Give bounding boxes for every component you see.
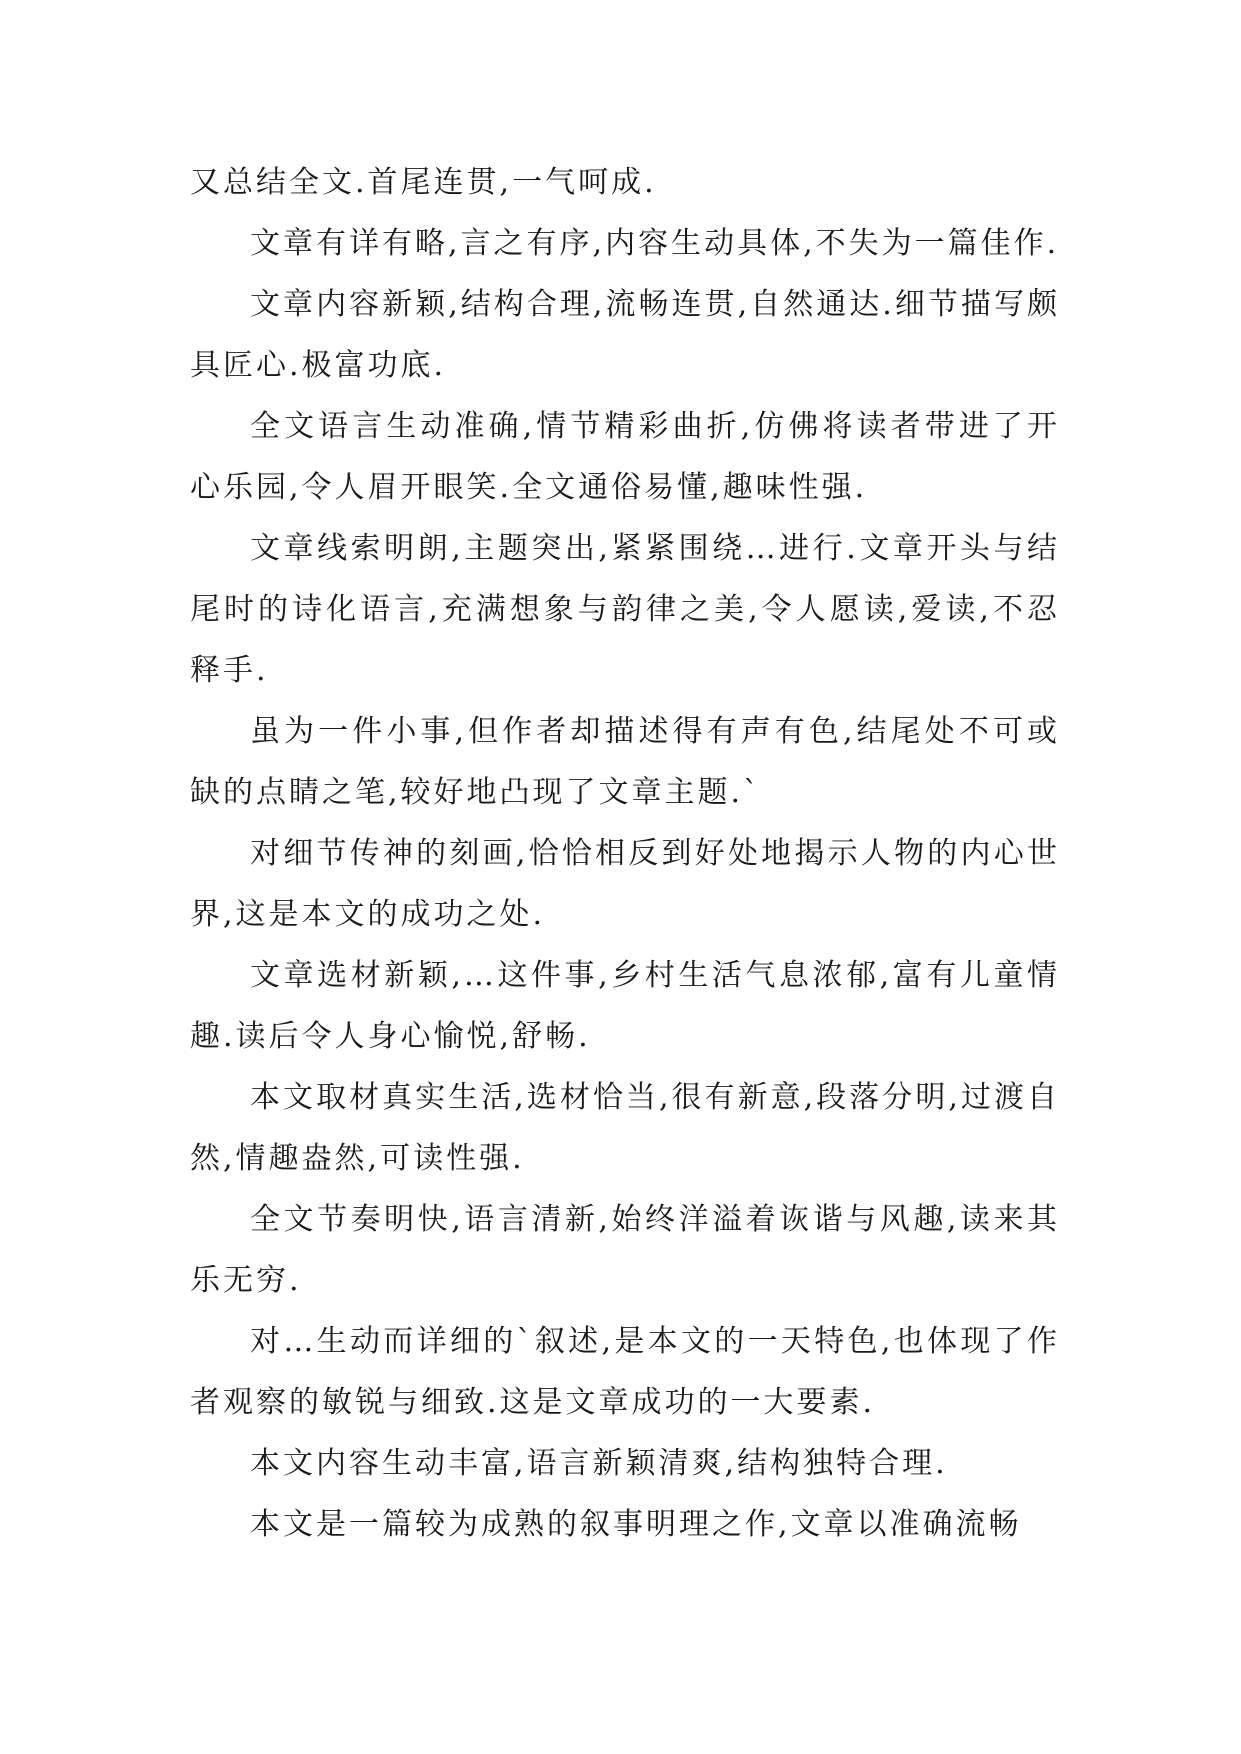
paragraph: 文章有详有略,言之有序,内容生动具体,不失为一篇佳作. [250,226,1060,261]
paragraph: 对…生动而详细的`叙述,是本文的一天特色,也体现了作者观察的敏锐与细致.这是文章成功的一大要素. [190,1324,1060,1420]
paragraph: 文章选材新颖,…这件事,乡村生活气息浓郁,富有儿童情趣.读后令人身心愉悦,舒畅. [190,958,1060,1054]
paragraph: 文章内容新颖,结构合理,流畅连贯,自然通达.细节描写颇具匠心.极富功底. [190,287,1060,383]
paragraph: 文章线索明朗,主题突出,紧紧围绕…进行.文章开头与结尾时的诗化语言,充满想象与韵律之美,令人愿读,爱读,不忍释手. [190,531,1060,688]
paragraph: 虽为一件小事,但作者却描述得有声有色,结尾处不可或缺的点睛之笔,较好地凸现了文章主题.` [190,714,1060,810]
paragraph: 本文取材真实生活,选材恰当,很有新意,段落分明,过渡自然,情趣盎然,可读性强. [190,1080,1060,1176]
paragraph: 全文语言生动准确,情节精彩曲折,仿佛将读者带进了开心乐园,令人眉开眼笑.全文通俗易懂,趣味性强. [190,409,1060,505]
paragraph: 全文节奏明快,语言清新,始终洋溢着诙谐与风趣,读来其乐无穷. [190,1202,1060,1298]
paragraph: 本文内容生动丰富,语言新颖清爽,结构独特合理. [250,1446,948,1481]
document-page [190,152,1060,1555]
paragraph: 对细节传神的刻画,恰恰相反到好处地揭示人物的内心世界,这是本文的成功之处. [190,836,1060,932]
paragraph: 又总结全文.首尾连贯,一气呵成. [190,165,657,200]
paragraph: 本文是一篇较为成熟的叙事明理之作,文章以准确流畅 [250,1507,1022,1542]
